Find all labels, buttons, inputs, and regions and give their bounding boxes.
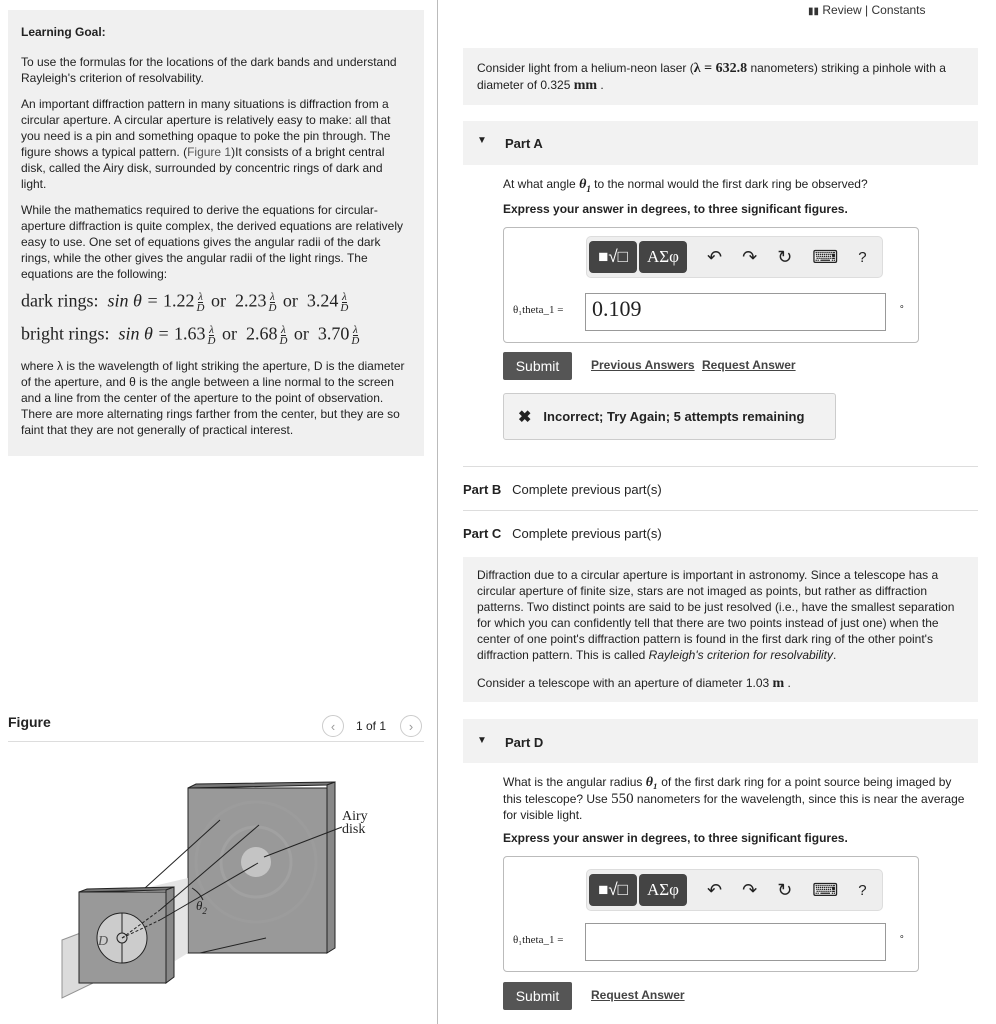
coef: 1.63 [174, 323, 206, 344]
part-c-header[interactable] [463, 526, 662, 541]
templates-button[interactable]: ■√□ [589, 874, 637, 906]
answer-label: θ₁theta_1 = [513, 304, 564, 316]
coef: 2.68 [245, 323, 278, 344]
context-line: diffraction pattern. This is called Rayleigh's criterion for resolvability. [477, 648, 837, 662]
num: λ [281, 324, 286, 336]
den: D [196, 302, 205, 314]
context-line: center of one point's diffraction pattern is found in the first dark ring of the other point's [477, 632, 933, 646]
part-c-title: Part C [463, 526, 502, 541]
theta-symbol: $\theta_1$ [579, 177, 591, 194]
eq-lhs: sin θ = [107, 290, 163, 311]
answer-label: θ₁theta_1 = [513, 934, 564, 946]
disk-label: disk [342, 822, 366, 837]
part-d-submit-button[interactable]: Submit [503, 982, 572, 1010]
part-b-title: Part B [463, 482, 502, 497]
degree-unit: ∘ [899, 931, 905, 941]
math-toolbar [586, 236, 883, 278]
lambda-over-d [340, 292, 348, 313]
collapse-triangle-icon: ▼ [477, 135, 487, 146]
part-a-title: Part A [505, 136, 543, 151]
context-line: Diffraction due to a circular aperture is important in astronomy. Since a telescope has a [477, 568, 939, 582]
goal-text: To use the formulas for the locations of the dark bands and understand Rayleigh's criterion of resolvability. [21, 55, 397, 85]
part-a-header[interactable] [463, 121, 978, 165]
eq-label: dark rings: [21, 290, 99, 311]
intro-c: diameter of 0.325 [477, 78, 574, 92]
figure-header [8, 712, 424, 742]
divider [463, 510, 978, 511]
context-line: patterns. Two distinct points are said to be just resolved (i.e., have the smallest separation [477, 600, 955, 614]
undo-icon[interactable]: ↶ [707, 246, 723, 267]
context-line: for which you can confidently tell that there are two points instead of just one) when the [477, 616, 939, 630]
context-line: circular aperture of finite size, stars are not imaged as points, but rather as diffraction [477, 584, 927, 598]
redo-icon[interactable]: ↷ [742, 246, 758, 267]
figure-pager: 1 of 1 [356, 719, 387, 733]
airy-disk [241, 847, 271, 877]
q-b: to the normal would the first dark ring be observed? [590, 177, 868, 191]
telescope-diameter: Consider a telescope with an aperture of diameter 1.03 m . [477, 676, 791, 691]
q-a: At what angle [503, 177, 580, 191]
coef: 1.22 [162, 290, 195, 311]
coef: 3.70 [317, 323, 350, 344]
feedback-incorrect [503, 393, 836, 440]
intro-text-b: )It consists of a bright central disk, called the Airy disk, surrounded by concentric rings of dark and light. [21, 145, 385, 191]
request-answer-link[interactable]: Request Answer [591, 988, 685, 1002]
review-constants-text: Review | Constants [822, 3, 926, 17]
part-c-status: Complete previous part(s) [512, 526, 662, 541]
intro-text [21, 96, 411, 192]
definitions-text: where λ is the wavelength of light striking the aperture, D is the diameter of the aperture, and θ is the angle between a line normal to the screen and a line from the center of the aperture to the point of observation. There are more alternating rings farther from the center, but they are so faint that they are not generally of practical interest. [21, 359, 405, 437]
part-a-instructions: Express your answer in degrees, to three significant figures. [503, 202, 848, 216]
telescope-context [463, 557, 978, 702]
answer-input[interactable] [585, 923, 886, 961]
figure-title: Figure [8, 714, 51, 730]
num: λ [270, 291, 275, 303]
lambda-over-d [268, 292, 276, 313]
airy-label: Airy [342, 809, 368, 824]
reset-icon[interactable]: ↻ [777, 246, 793, 267]
eq-label: bright rings: [21, 323, 110, 344]
divider [463, 466, 978, 467]
part-b-status: Complete previous part(s) [512, 482, 662, 497]
reset-icon[interactable]: ↻ [777, 879, 793, 900]
greek-button[interactable]: ΑΣφ [639, 241, 687, 273]
num: λ [341, 291, 347, 303]
column-divider [437, 0, 438, 1024]
degree-unit: ∘ [899, 301, 905, 311]
math-toolbar [586, 869, 883, 911]
templates-button[interactable]: ■√□ [589, 241, 637, 273]
lambda-over-d [351, 325, 359, 346]
intro-b: nanometers) striking a pinhole with a [747, 61, 946, 75]
den: D [340, 302, 349, 314]
keyboard-icon[interactable]: ⌨ [812, 246, 839, 267]
or: or [282, 290, 298, 311]
help-icon[interactable]: ? [858, 881, 867, 899]
bright-rings-equation [21, 325, 411, 346]
part-a-answer-box [503, 227, 919, 343]
intro-a: Consider light from a helium-neon laser ( [477, 61, 694, 75]
den: D [207, 335, 216, 347]
figure-link[interactable]: Figure 1 [187, 145, 232, 159]
num: λ [353, 324, 358, 336]
learning-goal-heading: Learning Goal: [21, 25, 106, 39]
eq-lhs: sin θ = [118, 323, 174, 344]
part-d-instructions: Express your answer in degrees, to three significant figures. [503, 831, 848, 845]
part-d-header[interactable] [463, 719, 978, 763]
theta-label: $\theta_2$ [196, 898, 207, 916]
intro-d: . [597, 78, 604, 92]
keyboard-icon[interactable]: ⌨ [812, 879, 839, 900]
answer-input[interactable]: 0.109 [585, 293, 886, 331]
part-d-title: Part D [505, 735, 544, 750]
or: or [293, 323, 309, 344]
redo-icon[interactable]: ↷ [742, 879, 758, 900]
den: D [268, 302, 277, 314]
equations-intro: While the mathematics required to derive the equations for circular-aperture diffraction is quite complex, the derived equations are relatively easy to use. One set of equations gives the angular radii of the dark rings, while the other gives the angular radii of the light rings. The equations are the following: [21, 203, 403, 281]
lambda-value: λ = 632.8 [693, 61, 748, 76]
prev-figure-button[interactable]: ‹ [322, 715, 344, 737]
unit: mm [573, 78, 598, 93]
num: λ [198, 291, 203, 303]
or: or [210, 290, 226, 311]
next-figure-button[interactable]: › [400, 715, 422, 737]
coef: 3.24 [306, 290, 339, 311]
previous-answers-link[interactable]: Previous Answers [591, 358, 695, 372]
review-constants-link[interactable] [808, 3, 926, 17]
book-icon: ▮▮ [808, 6, 820, 17]
intro-text-a: An important diffraction pattern in many situations is diffraction from a circular aperture. A circular aperture is relatively easy to make: all that you need is a pin and something opaque to poke the pin through. The figure shows a typical pattern. ( [21, 97, 391, 159]
collapse-triangle-icon: ▼ [477, 735, 487, 746]
request-answer-link[interactable]: Request Answer [702, 358, 796, 372]
diffraction-figure [0, 760, 430, 1024]
den: D [279, 335, 288, 347]
part-a-question [503, 177, 868, 194]
greek-button[interactable]: ΑΣφ [639, 874, 687, 906]
part-d-answer-box [503, 856, 919, 972]
learning-goal-panel [8, 10, 424, 456]
lambda-over-d [279, 325, 287, 346]
or: or [221, 323, 237, 344]
num: λ [209, 324, 214, 336]
x-icon: ✖ [518, 408, 532, 426]
undo-icon[interactable]: ↶ [707, 879, 723, 900]
lambda-over-d [208, 325, 216, 346]
help-icon[interactable]: ? [858, 248, 867, 266]
lambda-over-d [196, 292, 204, 313]
dark-rings-equation [21, 292, 411, 313]
part-a-submit-button[interactable]: Submit [503, 352, 572, 380]
feedback-text: Incorrect; Try Again; 5 attempts remaining [543, 409, 805, 424]
den: D [351, 335, 360, 347]
part-b-header[interactable] [463, 482, 662, 497]
part-d-question: What is the angular radius θ₁ of the first dark ring for a point source being imaged by this telescope? Use 550 nanometers for the wavelength, since this is near the average for visible light. [503, 775, 965, 822]
d-label: D [98, 934, 109, 949]
problem-intro [463, 48, 978, 105]
coef: 2.23 [234, 290, 267, 311]
